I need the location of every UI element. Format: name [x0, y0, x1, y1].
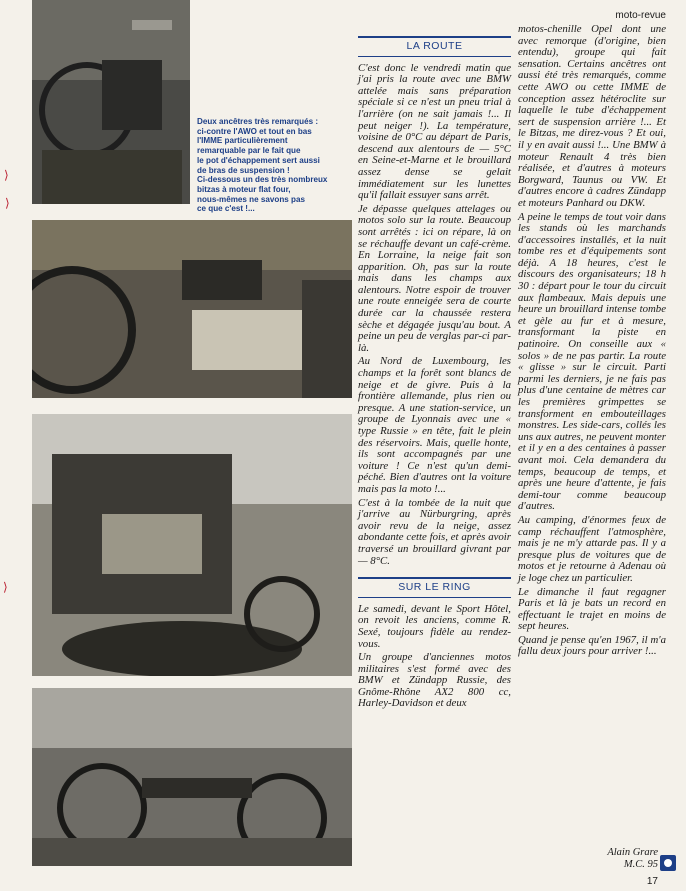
paragraph: C'est donc le vendredi matin que j'ai pris la route avec une BMW attelée mais sans préparation spéciale si ce n'est un pneu trial à l'arrière (on ne sait jamais !... Il peut neiger !). La température, voisine de 0°C au départ de Paris, descend aux alentours de — 5°C en Seine-et-Marne et le brouillard assez dense se gelait immédiatement sur les lunettes qu'il fallait essuyer sans arrêt.: [358, 61, 511, 202]
club-logo-icon: [660, 855, 676, 871]
photo-awo-motorcycle: [32, 0, 190, 204]
author-name: Alain Grare: [607, 847, 658, 858]
column-la-route: [358, 36, 511, 712]
caption-line: le pot d'échappement sert aussi: [197, 155, 320, 165]
paragraph: Le dimanche il faut regagner Paris et là je bats un record en effectuant le trajet en moins de sept heures.: [518, 585, 666, 633]
caption-line: remarquable par le fait que: [197, 146, 301, 156]
margin-annotation: ⟩: [3, 580, 8, 594]
paragraph: Un groupe d'anciennes motos militaires s'est formé avec des BMW et Zündapp Russie, des Gnôme-Rhône AX2 800 cc, Harley-Davidson et deux: [358, 651, 511, 710]
photo-imme-motorcycle: [32, 688, 352, 866]
paragraph: Je dépasse quelques attelages ou motos solo sur la route. Beaucoup sont arrêtés : ici on répare, là on se réchauffe devant un café-crème. En Lorraine, la neige fait son apparition. Oh, pas sur la route mais dans les champs aux alentours. Notre espoir de trouver une route enneigée sera de courte durée car la chaussée restera sèche et dégagée jusqu'au bout. A peine un peu de verglas par-ci par-là.: [358, 202, 511, 354]
paragraph: C'est à la tombée de la nuit que j'arrive au Nürburgring, après avoir revu de la neige, assez abondante cette fois, et après avoir traversé un brouillard givrant par — 8°C.: [358, 496, 511, 567]
caption-line: ci-contre l'AWO et tout en bas: [197, 126, 312, 136]
paragraph: motos-chenille Opel dont une avec remorque (d'origine, bien entendu), groupe qui fait sensation. Certains ancêtres ont aussi été très remarqués, comme cette AWO ou cette IMME de conception assez hétéroclite sur laquelle le tube d'échappement sert de suspension arrière !... Et le Bitzas, me direz-vous ? Et oui, il y en avait aussi !... Une BMW à moteur Renault 4 très bien réalisée, et d'autres à moteurs Borgward, Taunus ou VW. Et d'autres encore à cadres Zündapp et moteurs Panhard ou DKW.: [518, 23, 666, 209]
photo-sidecar-tent: [32, 414, 352, 676]
caption-line: bitzas à moteur flat four,: [197, 184, 291, 194]
paragraph: Quand je pense qu'en 1967, il m'a fallu deux jours pour arriver !...: [518, 633, 666, 658]
author-club: M.C. 95: [623, 859, 658, 870]
section-title-la-route: LA ROUTE: [358, 36, 511, 57]
margin-annotation: ⟩: [4, 168, 9, 182]
column-right: [518, 24, 666, 660]
page-number: 17: [646, 876, 658, 887]
paragraph: Le samedi, devant le Sport Hôtel, on revoit les anciens, comme R. Sexé, toujours fidèle au rendez-vous.: [358, 602, 511, 650]
caption-line: Ci-dessous un des très nombreux: [197, 175, 328, 185]
paragraph: Au camping, d'énormes feux de camp réchauffent l'atmosphère, mais je ne m'y attarde pas. Il y a presque plus de voitures que de motos et je retourne à Adenau où je loge chez un particulier.: [518, 513, 666, 584]
margin-annotation: ⟩: [5, 196, 10, 210]
author-signature: [607, 847, 658, 871]
caption-line: de bras de suspension !: [197, 165, 290, 175]
paragraph: A peine le temps de tout voir dans les stands où les marchands d'accessoires installés, et la nuit tombe res et d'équipements sont déjà. A 18 heures, c'est le discours des organisateurs; 18 h 30 : départ pour le tour du circuit aux flambeaux. Mais depuis une heure un brouillard intense tombe et gèle au fur et à mesure, transformant la piste en patinoire. On conseille aux « solos » de ne pas partir. La route « glisse » sur le circuit. Parti parmi les derniers, je ne fais pas plus d'une centaine de mètres car les premières grimpettes se transforment en embouteillages monstres. Les side-cars, collés les uns aux autres, ne peuvent monter et il y en a des centaines à passer avant moi. Cela demandera du temps, beaucoup de temps, et après une heure d'attente, je fais demi-tour comme beaucoup d'autres.: [518, 210, 666, 513]
paragraph: Au Nord de Luxembourg, les champs et la forêt sont blancs de neige et de givre. Puis à la frontière allemande, plus rien ou presque. A une station-service, un groupe de Lyonnais avec une « type Russie » en tête, fait le plein des réservoirs. Mais, quelle honte, ils sont accompagnés par une voiture ! Ce n'est qu'un demi-péché. Bien d'autres ont la voiture mais pas la moto !...: [358, 355, 511, 495]
section-title-sur-le-ring: SUR LE RING: [358, 577, 511, 598]
photo-caption: [197, 117, 345, 214]
caption-line: Deux ancêtres très remarqués :: [197, 117, 319, 126]
caption-line: l'IMME particulièrement: [197, 136, 288, 146]
caption-line: nous-mêmes ne savons pas: [197, 194, 305, 204]
photo-bitza-engine: [32, 220, 352, 398]
magazine-header: moto-revue: [615, 10, 666, 21]
caption-line: ce que c'est !...: [197, 204, 255, 214]
